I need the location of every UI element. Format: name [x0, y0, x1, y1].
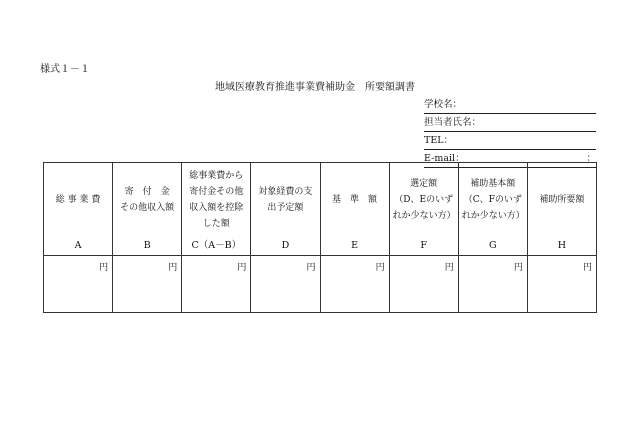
column-header	[251, 163, 320, 256]
yen-unit: 円	[513, 263, 523, 273]
school-name-field[interactable]	[424, 96, 596, 114]
form-number: 様式１－１	[40, 64, 90, 75]
yen-unit: 円	[237, 263, 247, 273]
column-header-text: 補助所要額	[539, 195, 585, 205]
amount-cell[interactable]	[182, 256, 251, 313]
tel-field[interactable]	[424, 132, 596, 150]
yen-unit: 円	[306, 263, 316, 273]
yen-unit: 円	[99, 263, 109, 273]
yen-unit: 円	[582, 263, 592, 273]
yen-unit: 円	[168, 263, 178, 273]
column-letter: C（A－B）	[191, 240, 242, 251]
amount-cell[interactable]	[113, 256, 182, 313]
column-letter: B	[143, 240, 151, 251]
column-letter: E	[351, 240, 359, 251]
column-header	[389, 163, 458, 256]
amount-row	[44, 256, 597, 313]
yen-unit: 円	[444, 263, 454, 273]
column-letter: H	[557, 240, 567, 251]
budget-table	[43, 162, 597, 313]
column-header	[458, 163, 527, 256]
header-row	[44, 163, 597, 256]
column-header	[182, 163, 251, 256]
column-header-text: 総事業費から 寄付金その他 収入額を控除 した額	[189, 171, 244, 229]
amount-cell[interactable]	[251, 256, 320, 313]
email-label: E-mail：	[424, 153, 465, 164]
amount-cell[interactable]	[44, 256, 113, 313]
amount-cell[interactable]	[527, 256, 596, 313]
column-header	[320, 163, 389, 256]
school-name-label: 学校名：	[424, 99, 463, 110]
column-header-text: 基 準 額	[332, 195, 378, 205]
column-header-text: 寄 付 金 その他収入額	[120, 187, 175, 213]
yen-unit: 円	[375, 263, 385, 273]
contact-person-field[interactable]	[424, 114, 596, 132]
applicant-fields	[424, 96, 596, 168]
document-title: 地域医療教育推進事業費補助金 所要額調書	[215, 82, 415, 93]
column-header-text: 補助基本額 （C、Fのいず れか少ない方）	[461, 179, 525, 221]
column-header	[44, 163, 113, 256]
column-header-text: 対象経費の支 出予定額	[258, 187, 313, 213]
column-header-text: 総 事 業 費	[55, 195, 101, 205]
amount-cell[interactable]	[320, 256, 389, 313]
column-letter: G	[489, 240, 497, 251]
contact-person-label: 担当者氏名：	[424, 117, 482, 128]
tel-label: TEL：	[424, 135, 454, 146]
column-header	[527, 163, 596, 256]
amount-cell[interactable]	[389, 256, 458, 313]
column-letter: F	[420, 240, 427, 251]
column-letter: D	[281, 240, 290, 251]
column-letter: A	[74, 240, 82, 251]
column-header	[113, 163, 182, 256]
email-value: ：	[586, 153, 596, 164]
column-header-text: 選定額 （D、Eのいず れか少ない方）	[392, 179, 456, 221]
amount-cell[interactable]	[458, 256, 527, 313]
